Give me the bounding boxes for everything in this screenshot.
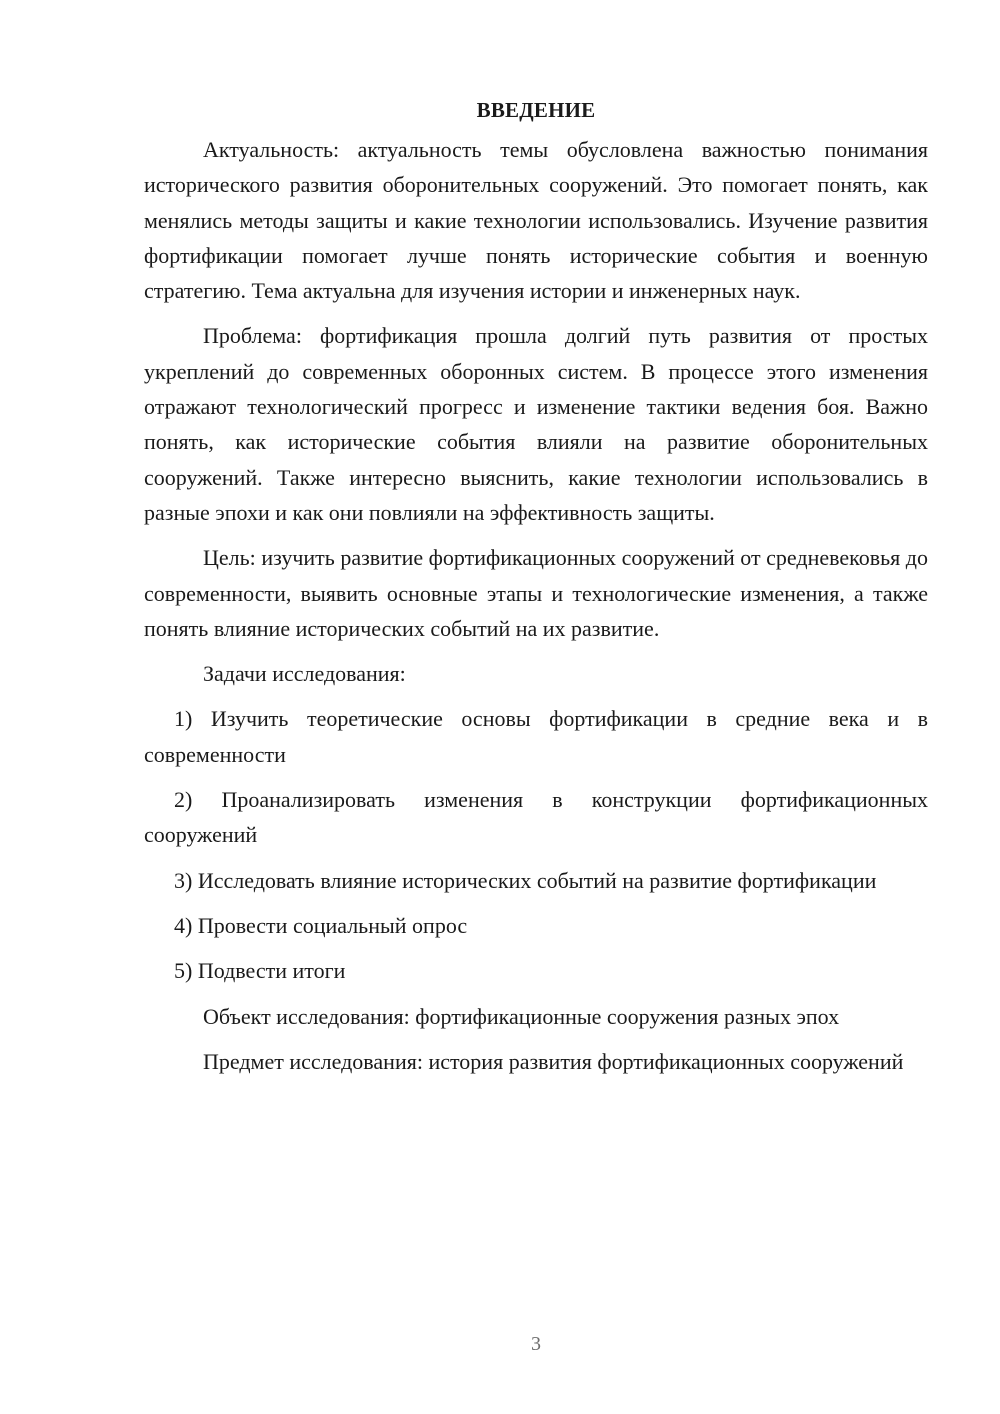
goal-paragraph: Цель: изучить развитие фортификационных сооружений от средневековья до современности, выявить основные этапы и технологические изменения, а также понять влияние исторических событий на их развитие.	[144, 545, 928, 641]
tasks-heading: Задачи исследования:	[203, 661, 406, 687]
research-object: Объект исследования: фортификационные сооружения разных эпох	[203, 1003, 840, 1029]
task-item-4: 4) Провести социальный опрос	[174, 912, 468, 938]
problem-paragraph: Проблема: фортификация прошла долгий путь развития от простых укреплений до современных оборонных систем. В процессе этого изменения отражают технологический прогресс и изменение тактики ведения боя. Важно понять, как исторические события влияли на развитие оборонительных сооружений. Также интересно выяснить, какие технологии использовались в разные эпохи и как они повлияли на эффективность защиты.	[144, 323, 928, 525]
task-item-1: 1) Изучить теоретические основы фортификации в средние века и в современности	[144, 706, 928, 767]
task-item-2: 2) Проанализировать изменения в конструкции фортификационных сооружений	[144, 787, 928, 848]
section-title: ВВЕДЕНИЕ	[476, 98, 596, 122]
research-subject: Предмет исследования: история развития фортификационных сооружений	[203, 1048, 904, 1074]
document-page	[144, 96, 928, 1089]
task-item-3: 3) Исследовать влияние исторических событий на развитие фортификации	[174, 867, 877, 893]
page-number: 3	[531, 1333, 541, 1355]
relevance-paragraph: Актуальность: актуальность темы обусловлена важностью понимания исторического развития оборонительных сооружений. Это помогает понять, как менялись методы защиты и какие технологии использовались. Изучение развития фортификации помогает лучше понять исторические события и военную стратегию. Тема актуальна для изучения истории и инженерных наук.	[144, 137, 928, 304]
task-item-5: 5) Подвести итоги	[174, 958, 346, 984]
